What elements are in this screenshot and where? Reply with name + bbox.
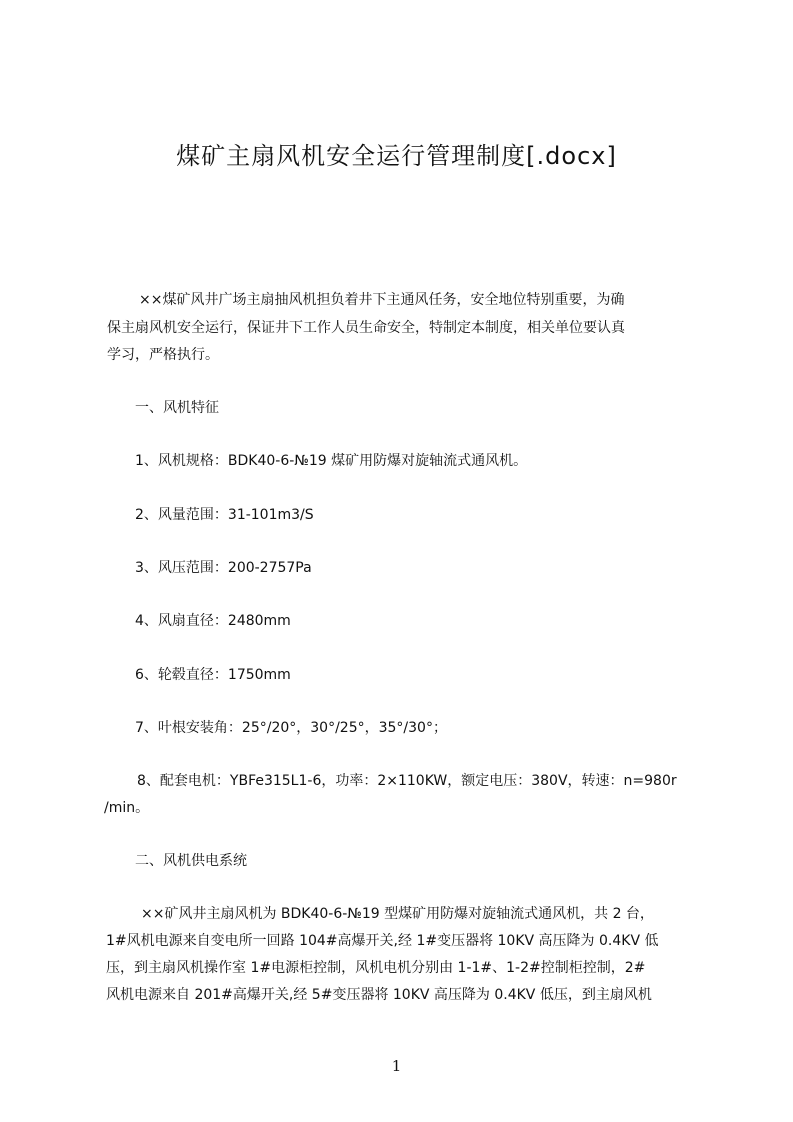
section-1-heading: 一、风机特征 xyxy=(135,400,219,416)
spec-item: 6、轮毂直径：1750mm xyxy=(135,667,291,683)
intro-line-3: 学习，严格执行。 xyxy=(107,347,219,363)
spec-item-8-line-1: 8、配套电机：YBFe315L1-6，功率：2×110KW，额定电压：380V，转速：n=980r xyxy=(137,773,677,789)
spec-item: 7、叶根安装角：25°/20°，30°/25°，35°/30°； xyxy=(135,720,447,736)
section-2-line-1: ××矿风井主扇风机为 BDK40-6-№19 型煤矿用防爆对旋轴流式通风机，共 2 台， xyxy=(141,906,654,922)
spec-item: 2、风量范围：31-101m3/S xyxy=(135,507,314,523)
intro-line-2: 保主扇风机安全运行，保证井下工作人员生命安全，特制定本制度，相关单位要认真 xyxy=(107,320,625,336)
section-2-line-4: 风机电源来自 201#高爆开关,经 5#变压器将 10KV 高压降为 0.4KV 低压，到主扇风机 xyxy=(106,987,652,1003)
document-title: 煤矿主扇风机安全运行管理制度[.docx] xyxy=(176,142,617,170)
section-2-heading: 二、风机供电系统 xyxy=(135,853,247,869)
intro-line-1: ××煤矿风井广场主扇抽风机担负着井下主通风任务，安全地位特别重要，为确 xyxy=(139,292,625,308)
spec-item: 4、风扇直径：2480mm xyxy=(135,613,291,629)
section-2-line-3: 压，到主扇风机操作室 1#电源柜控制，风机电机分别由 1-1#、1-2#控制柜控制，2# xyxy=(106,960,646,976)
spec-item: 1、风机规格：BDK40-6-№19 煤矿用防爆对旋轴流式通风机。 xyxy=(135,453,528,469)
spec-item-8-line-2: /min。 xyxy=(104,800,150,816)
page-number: 1 xyxy=(391,1057,402,1075)
section-2-line-2: 1#风机电源来自变电所一回路 104#高爆开关,经 1#变压器将 10KV 高压降为 0.4KV 低 xyxy=(106,933,659,949)
spec-item: 3、风压范围：200-2757Pa xyxy=(135,560,312,576)
